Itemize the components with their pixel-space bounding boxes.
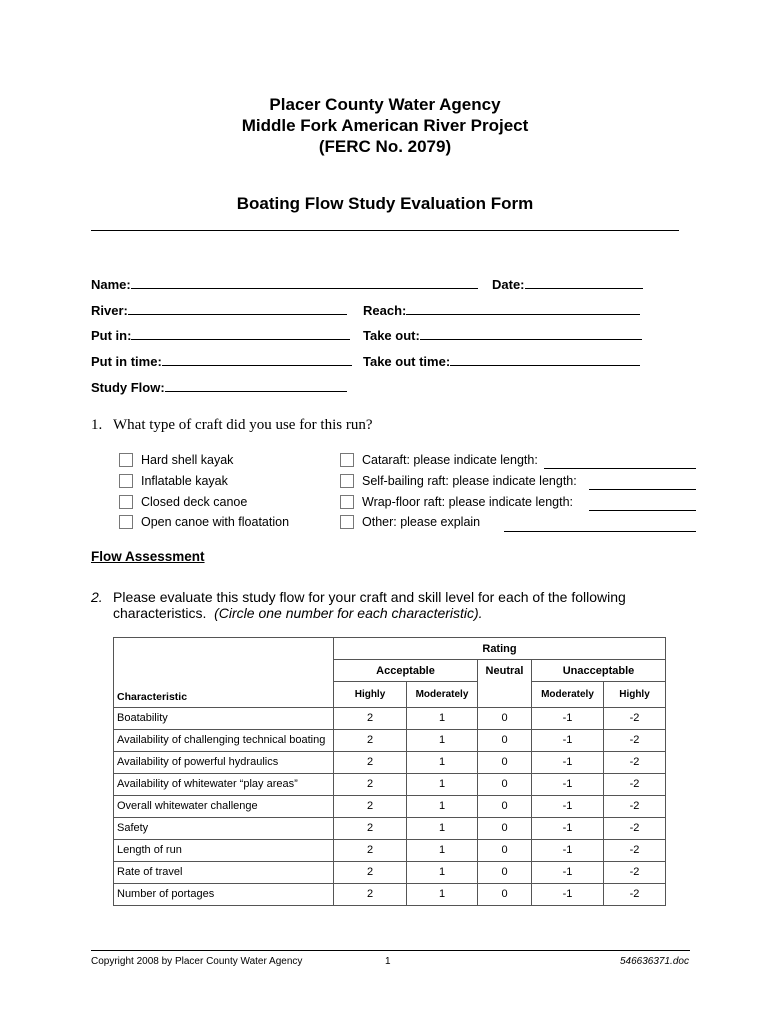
neutral-sub-cell (478, 682, 532, 708)
characteristic-label: Rate of travel (114, 861, 334, 883)
other-explain-line[interactable] (504, 531, 696, 532)
characteristic-label: Availability of whitewater “play areas” (114, 773, 334, 795)
put-in-label: Put in: (91, 328, 132, 343)
reach-label: Reach: (363, 303, 407, 318)
cataraft-length-line[interactable] (544, 468, 696, 469)
characteristic-label: Number of portages (114, 883, 334, 905)
question-1-number: 1. (91, 417, 103, 433)
checkbox-closed-deck-canoe[interactable] (119, 495, 133, 509)
ferc-number: (FERC No. 2079) (318, 137, 452, 156)
self-bailing-length-line[interactable] (589, 489, 696, 490)
rating-cell[interactable]: -2 (604, 729, 666, 751)
table-row (114, 883, 666, 905)
highly-unacceptable-header: Highly (604, 682, 666, 708)
rating-cell[interactable]: 1 (407, 839, 478, 861)
take-out-label: Take out: (363, 328, 420, 343)
question-1 (91, 417, 373, 434)
rating-cell[interactable]: 1 (407, 817, 478, 839)
option-label: Hard shell kayak (141, 453, 234, 467)
table-row (114, 773, 666, 795)
rating-cell[interactable]: -1 (532, 751, 604, 773)
characteristic-label: Boatability (114, 707, 334, 729)
corner-cell (114, 660, 334, 682)
rating-header: Rating (334, 638, 666, 660)
moderately-acceptable-header: Moderately (407, 682, 478, 708)
neutral-header: Neutral (478, 660, 532, 682)
option-label: Cataraft: please indicate length: (362, 453, 538, 467)
take-out-time-field[interactable] (363, 354, 640, 369)
rating-cell[interactable]: -1 (532, 839, 604, 861)
date-field[interactable] (492, 277, 643, 292)
checkbox-open-canoe[interactable] (119, 515, 133, 529)
put-in-time-field[interactable] (91, 354, 352, 369)
date-label: Date: (492, 277, 525, 292)
checkbox-hard-shell-kayak[interactable] (119, 453, 133, 467)
rating-cell[interactable]: 0 (478, 729, 532, 751)
project-name: Middle Fork American River Project (241, 116, 529, 135)
flow-assessment-heading: Flow Assessment (91, 549, 205, 564)
characteristic-header: Characteristic (114, 682, 334, 708)
study-flow-label: Study Flow: (91, 380, 165, 395)
characteristic-label: Availability of powerful hydraulics (114, 751, 334, 773)
checkbox-wrap-floor-raft[interactable] (340, 495, 354, 509)
rating-cell[interactable]: 2 (334, 795, 407, 817)
rating-cell[interactable]: -2 (604, 751, 666, 773)
put-in-field[interactable] (91, 328, 350, 343)
option-label: Open canoe with floatation (141, 515, 290, 529)
put-in-time-label: Put in time: (91, 354, 162, 369)
rating-cell[interactable]: -2 (604, 861, 666, 883)
footer-copyright: Copyright 2008 by Placer County Water Agency (91, 956, 303, 967)
put-in-time-line[interactable] (162, 354, 352, 366)
question-2-number: 2. (91, 589, 103, 605)
river-label: River: (91, 303, 128, 318)
rating-cell[interactable]: 2 (334, 861, 407, 883)
rating-cell[interactable]: -1 (532, 795, 604, 817)
rating-cell[interactable]: 0 (478, 861, 532, 883)
take-out-time-label: Take out time: (363, 354, 451, 369)
checkbox-self-bailing-raft[interactable] (340, 474, 354, 488)
rating-cell[interactable]: -1 (532, 729, 604, 751)
question-2-instruction: (Circle one number for each characteristic). (214, 605, 483, 621)
rating-cell[interactable]: 0 (478, 883, 532, 905)
name-line[interactable] (131, 277, 478, 289)
corner-cell (114, 638, 334, 660)
title-divider (91, 230, 679, 231)
table-row (114, 729, 666, 751)
rating-cell[interactable]: 1 (407, 861, 478, 883)
table-row (114, 795, 666, 817)
rating-cell[interactable]: 1 (407, 751, 478, 773)
table-row (114, 817, 666, 839)
rating-cell[interactable]: -2 (604, 773, 666, 795)
rating-cell[interactable]: -1 (532, 773, 604, 795)
checkbox-inflatable-kayak[interactable] (119, 474, 133, 488)
rating-cell[interactable]: 1 (407, 729, 478, 751)
characteristic-label: Safety (114, 817, 334, 839)
name-field[interactable] (91, 277, 478, 292)
footer-page-number: 1 (385, 956, 391, 967)
rating-cell[interactable]: -2 (604, 817, 666, 839)
rating-table (113, 637, 666, 906)
rating-cell[interactable]: 0 (478, 817, 532, 839)
rating-cell[interactable]: 2 (334, 883, 407, 905)
question-2 (91, 589, 651, 621)
footer-divider (91, 950, 690, 951)
table-row (114, 707, 666, 729)
table-row (114, 839, 666, 861)
rating-cell[interactable]: 2 (334, 729, 407, 751)
table-row (114, 861, 666, 883)
table-row (114, 751, 666, 773)
take-out-time-line[interactable] (450, 354, 640, 366)
option-label: Other: please explain (362, 515, 481, 529)
unacceptable-header: Unacceptable (532, 660, 666, 682)
rating-cell[interactable]: -1 (532, 707, 604, 729)
rating-cell[interactable]: 0 (478, 839, 532, 861)
rating-cell[interactable]: -2 (604, 839, 666, 861)
acceptable-header: Acceptable (334, 660, 478, 682)
rating-cell[interactable]: -1 (532, 883, 604, 905)
rating-cell[interactable]: 2 (334, 817, 407, 839)
option-label: Self-bailing raft: please indicate length: (362, 474, 577, 488)
rating-cell[interactable]: -2 (604, 707, 666, 729)
rating-cell[interactable]: 1 (407, 707, 478, 729)
rating-cell[interactable]: -1 (532, 861, 604, 883)
characteristic-label: Availability of challenging technical boating (114, 729, 334, 751)
footer-doc-name: 546636371.doc (620, 956, 689, 967)
name-label: Name: (91, 277, 131, 292)
rating-cell[interactable]: -2 (604, 883, 666, 905)
river-line[interactable] (128, 303, 347, 315)
option-label: Inflatable kayak (141, 474, 228, 488)
characteristic-label: Overall whitewater challenge (114, 795, 334, 817)
river-field[interactable] (91, 303, 347, 318)
rating-cell[interactable]: 1 (407, 883, 478, 905)
rating-cell[interactable]: 2 (334, 839, 407, 861)
rating-cell[interactable]: 0 (478, 707, 532, 729)
wrap-floor-length-line[interactable] (589, 510, 696, 511)
agency-name: Placer County Water Agency (269, 95, 501, 114)
reach-line[interactable] (406, 303, 640, 315)
rating-cell[interactable]: 0 (478, 773, 532, 795)
take-out-line[interactable] (420, 328, 642, 340)
question-2-text: Please evaluate this study flow for your craft and skill level for each of the following characteristics. (113, 589, 626, 621)
date-line[interactable] (525, 277, 643, 289)
rating-cell[interactable]: 2 (334, 773, 407, 795)
question-1-text: What type of craft did you use for this run? (113, 417, 373, 433)
moderately-unacceptable-header: Moderately (532, 682, 604, 708)
checkbox-cataraft[interactable] (340, 453, 354, 467)
form-title: Boating Flow Study Evaluation Form (236, 194, 534, 213)
study-flow-field[interactable] (91, 380, 347, 395)
highly-acceptable-header: Highly (334, 682, 407, 708)
characteristic-label: Length of run (114, 839, 334, 861)
rating-cell[interactable]: 2 (334, 707, 407, 729)
checkbox-other[interactable] (340, 515, 354, 529)
rating-cell[interactable]: 2 (334, 751, 407, 773)
rating-cell[interactable]: 0 (478, 795, 532, 817)
rating-cell[interactable]: 0 (478, 751, 532, 773)
take-out-field[interactable] (363, 328, 642, 343)
option-label: Wrap-floor raft: please indicate length: (362, 495, 573, 509)
rating-cell[interactable]: 1 (407, 795, 478, 817)
rating-cell[interactable]: 1 (407, 773, 478, 795)
reach-field[interactable] (363, 303, 640, 318)
rating-cell[interactable]: -1 (532, 817, 604, 839)
study-flow-line[interactable] (165, 380, 347, 392)
rating-cell[interactable]: -2 (604, 795, 666, 817)
put-in-line[interactable] (131, 328, 350, 340)
option-label: Closed deck canoe (141, 495, 248, 509)
